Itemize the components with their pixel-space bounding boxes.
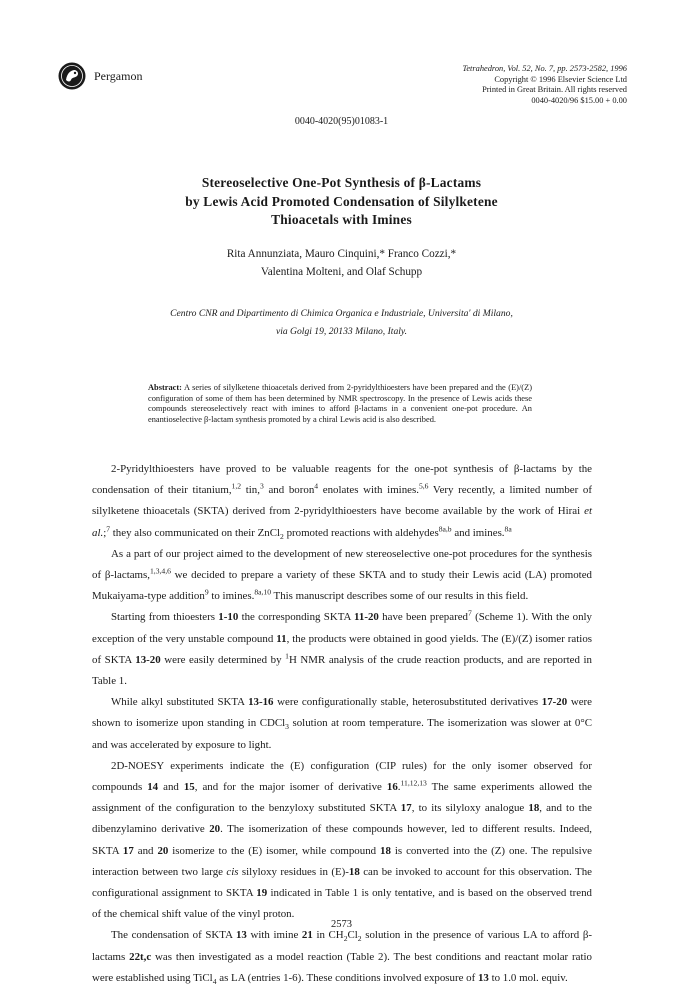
- body-paragraph: While alkyl substituted SKTA 13-16 were configurationally stable, heterosubstituted derivatives 17-20 were shown to isomerize upon standing in CDCl$_3$ solution at room temperature. The isomerization was slower at 0°C and was accelerated by exposure to light.: [92, 696, 593, 751]
- affiliation: [0, 305, 683, 341]
- affiliation-line-2: via Golgi 19, 20133 Milano, Italy.: [275, 326, 408, 337]
- pergamon-logo-icon: [58, 62, 86, 90]
- title-line-1: Stereoselective One-Pot Synthesis of β-Lactams: [201, 175, 482, 190]
- authors-line-2: Valentina Molteni, and Olaf Schupp: [260, 266, 423, 278]
- page-number: 2573: [331, 919, 352, 930]
- abstract: [148, 383, 532, 425]
- journal-citation: [347, 64, 627, 106]
- journal-line: Tetrahedron, Vol. 52, No. 7, pp. 2573-2582, 1996: [462, 64, 627, 73]
- price-line: 0040-4020/96 $15.00 + 0.00: [531, 95, 627, 105]
- abstract-label: Abstract:: [148, 383, 182, 392]
- affiliation-line-1: Centro CNR and Dipartimento di Chimica Organica e Industriale, Universita' di Milano,: [170, 308, 513, 319]
- title-line-3: Thioacetals with Imines: [271, 212, 412, 227]
- body-text: [92, 459, 592, 989]
- authors: [0, 245, 683, 281]
- body-paragraph: As a part of our project aimed to the development of new stereoselective one-pot procedures for the synthesis of β-lactams,$^{1,3,4,6}$ we decided to prepare a variety of these SKTA and to study their Lewis acid (LA) promoted Mukaiyama-type addition$^9$ to imines.$^{8a,10}$ This manuscript describes some of our results in this field.: [92, 547, 592, 603]
- copyright-line: Copyright © 1996 Elsevier Science Ltd: [494, 74, 627, 84]
- body-paragraph: Starting from thioesters 1-10 the corresponding SKTA 11-20 have been prepared$^7$ (Scheme 1). With the only exception of the very unstable compound 11, the products were obtained in good yields. The (E)/(Z) isomer ratios of SKTA 13-20 were easily determined by $^1$H NMR analysis of the crude reaction products, and are reported in Table 1.: [92, 608, 593, 688]
- authors-line-1: Rita Annunziata, Mauro Cinquini,* Franco Cozzi,*: [226, 248, 457, 260]
- printed-line: Printed in Great Britain. All rights reserved: [482, 85, 627, 95]
- body-paragraph: 2D-NOESY experiments indicate the (E) configuration (CIP rules) for the only isomer observed for compounds 14 and 15, and for the major isomer of derivative 16.$^{11,12,13}$ The same experiments allowed the assignment of the configuration to the benzyloxy substituted SKTA 17, to its silyloxy analogue 18, and to the dibenzylamino derivative 20. The isomerization of these compounds however, led to different results. Indeed, SKTA 17 and 20 isomerize to the (E) isomer, while compound 18 is converted into the (Z) one. The repulsive interaction between two large cis silyloxy residues in (E)-18 can be invoked to account for this observation. The configurational assignment to SKTA 19 indicated in Table 1 is only tentative, and is based on the observed trend of the chemical shift value of the vinyl proton.: [92, 759, 593, 921]
- publisher-name: Pergamon: [94, 69, 143, 83]
- title-line-2: by Lewis Acid Promoted Condensation of Silylketene: [185, 193, 498, 209]
- doi-code: 0040-4020(95)01083-1: [294, 116, 389, 127]
- body-paragraph: The condensation of SKTA 13 with imine 21 in $CH_2Cl_2$ solution in the presence of various LA to afford β-lactams 22t,c was then investigated as a model reaction (Table 2). The best conditions and reactant molar ratio were established using TiCl$_4$ as LA (entries 1-6). These conditions involved exposure of 13 to 1.0 mol. equiv.: [92, 929, 592, 987]
- abstract-text: A series of silylketene thioacetals derived from 2-pyridylthioesters have been prepared and the (E)/(Z) configuration of some of them has been determined by NMR spectroscopy. In the presence of Lewis acids these compounds stereoselectively react with imines to afford β-lactams in a convenient one-pot procedure. An enantioselective β-lactam synthesis promoted by a chiral Lewis acid is also described.: [148, 383, 532, 424]
- body-paragraph: 2-Pyridylthioesters have proved to be valuable reagents for the one-pot synthesis of β-lactams by the condensation of their titanium,$^{1,2}$ tin,$^3$ and boron$^4$ enolates with imines.$^{5,6}$ Very recently, a limited number of silylketene thioacetals (SKTA) derived from 2-pyridylthioesters have become available by the work of Hirai et al.;$^7$ they also communicated on their ZnCl$_2$ promoted reactions with aldehydes$^{8a,b}$ and imines.$^{8a}$: [92, 463, 592, 541]
- paper-title: [0, 174, 683, 230]
